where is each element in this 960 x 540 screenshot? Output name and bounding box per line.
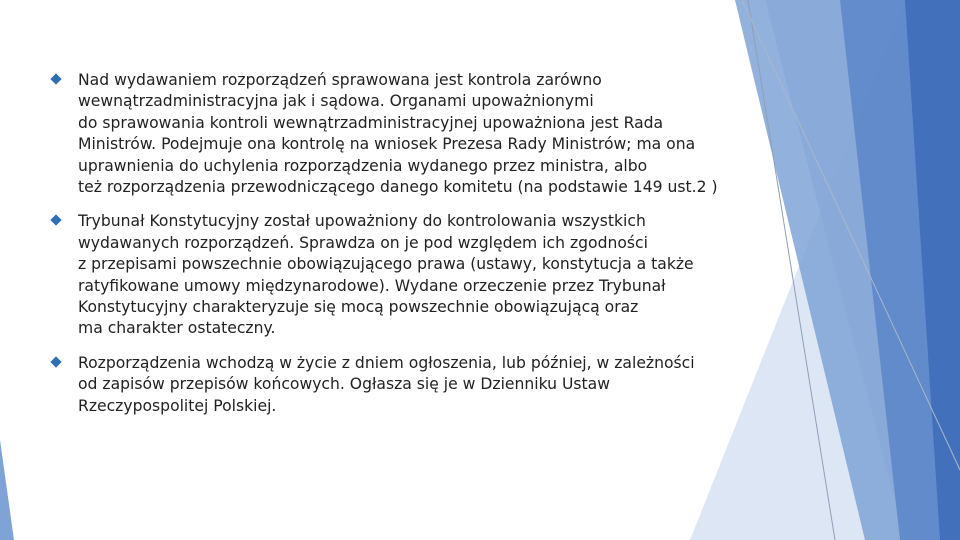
list-item bbox=[48, 353, 738, 417]
bullet-list bbox=[48, 70, 738, 417]
list-item-text: Nad wydawaniem rozporządzeń sprawowana jest kontrola zarówno wewnątrzadministracyjna jak i sądowa. Organami upoważnionymi do sprawowania kontroli wewnątrzadministracyjnej upoważniona jest Rada Ministrów. Podejmuje ona kontrolę na wniosek Prezesa Rady Ministrów; ma ona uprawnienia do uchylenia rozporządzenia wydanego przez ministra, albo też rozporządzenia przewodniczącego danego komitetu (na podstawie 149 ust.2 ) bbox=[78, 71, 718, 197]
list-item-text: Rozporządzenia wchodzą w życie z dniem ogłoszenia, lub później, w zależności od zapisów przepisów końcowych. Ogłasza się je w Dzienniku Ustaw Rzeczypospolitej Polskiej. bbox=[78, 353, 695, 415]
diamond-bullet-icon bbox=[50, 73, 61, 84]
diamond-bullet-icon bbox=[50, 356, 61, 367]
list-item bbox=[48, 70, 738, 198]
left-edge-accent-shape bbox=[0, 440, 14, 540]
list-item-text: Trybunał Konstytucyjny został upoważniony do kontrolowania wszystkich wydawanych rozporządzeń. Sprawdza on je pod względem ich zgodności z przepisami powszechnie obowiązującego prawa (ustawy, konstytucja a także ratyfikowane umowy międzynarodowe). Wydane orzeczenie przez Trybunał Konstytucyjny charakteryzuje się mocą powszechnie obowiązującą oraz ma charakter ostateczny. bbox=[78, 212, 694, 338]
diamond-bullet-icon bbox=[50, 215, 61, 226]
list-item bbox=[48, 211, 738, 339]
